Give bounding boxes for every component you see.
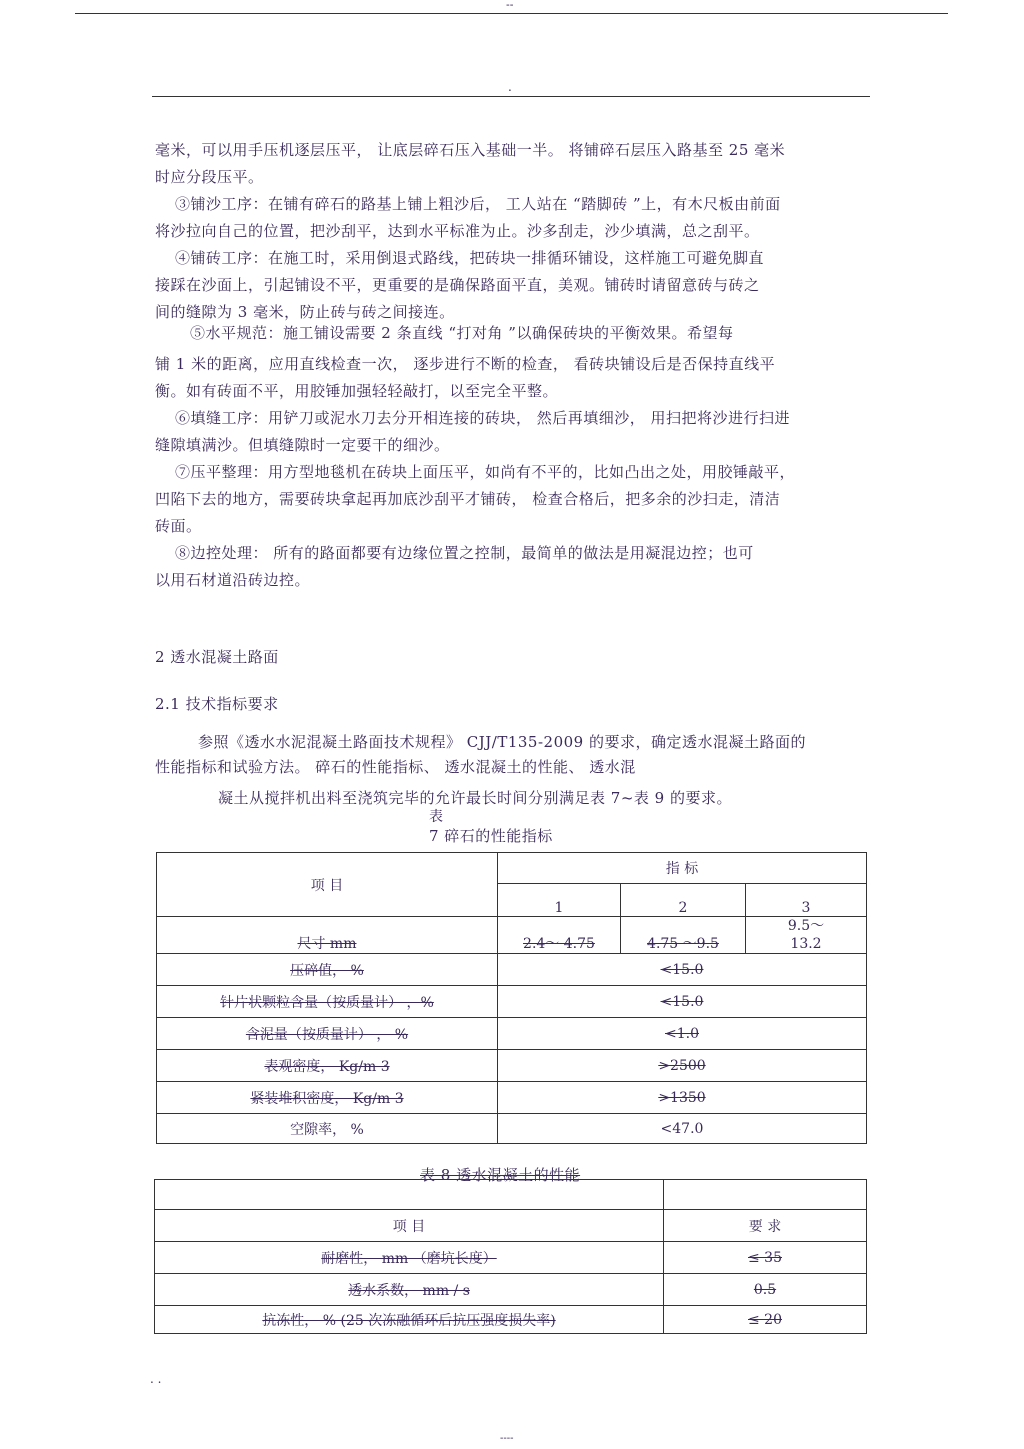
table7-caption: 7 碎石的性能指标	[429, 827, 553, 845]
table7-row-value: >1350	[498, 1082, 867, 1114]
paragraph-press-cont: 凹陷下去的地方，需要砖块拿起再加底沙刮平才铺砖， 检查合格后，把多余的沙扫走，清洁 砖面。	[155, 490, 781, 535]
table-8	[154, 1179, 867, 1334]
table-7	[156, 852, 867, 1144]
intro-line-3: 凝土从搅拌机出料至浇筑完毕的允许最长时间分别满足表 7~表 9 的要求。	[218, 789, 732, 807]
footer-dots: . .	[150, 1372, 162, 1386]
table7-row-label: 表观密度， Kg/m 3	[157, 1050, 498, 1082]
header-dot: .	[508, 80, 512, 94]
table8-row-label: 透水系数， mm / s	[155, 1274, 664, 1306]
bottom-mark: ----	[500, 1433, 514, 1444]
paragraph-edge-cont: 以用石材道沿砖边控。	[155, 571, 311, 589]
paragraph-sand: ③铺沙工序：在铺有碎石的路基上铺上粗沙后， 工人站在 “踏脚砖 ”上，有木尺板由前面	[175, 195, 781, 213]
table8-row-value: ≤ 20	[664, 1306, 867, 1334]
table8-row-label: 耐磨性， mm （磨坑长度）	[155, 1242, 664, 1274]
section-subtitle: 2.1 技术指标要求	[155, 695, 279, 713]
table7-row-value: >2500	[498, 1050, 867, 1082]
table7-row-label: 空隙率， %	[157, 1114, 498, 1144]
paragraph-fill-cont: 缝隙填满沙。但填缝隙时一定要干的细沙。	[155, 436, 450, 454]
paragraph-edge: ⑧边控处理： 所有的路面都要有边缘位置之控制，最简单的做法是用凝混边控；也可	[175, 544, 754, 562]
table8-row-value: 0.5	[664, 1274, 867, 1306]
table7-row-value: <15.0	[498, 986, 867, 1018]
intro-line-2: 性能指标和试验方法。 碎石的性能指标、 透水混凝土的性能、 透水混	[155, 758, 636, 776]
table7-row-value: <1.0	[498, 1018, 867, 1050]
table7-size-value: 4.75 ～9.5	[621, 917, 746, 954]
intro-line-1: 参照《透水水泥混凝土路面技术规程》 CJJ/T135-2009 的要求，确定透水混凝土路面的	[198, 733, 806, 751]
table7-row-label: 压碎值， %	[157, 954, 498, 986]
paragraph-level-cont: 铺 1 米的距离，应用直线检查一次， 逐步进行不断的检查， 看砖块铺设后是否保持直线平 衡。如有砖面不平，用胶锤加强轻轻敲打，以至完全平整。	[155, 355, 776, 400]
table8-row-label: 抗冻性， % (25 次冻融循环后抗压强度损失率)	[155, 1306, 664, 1334]
table7-subcol: 3	[746, 884, 867, 917]
table7-row-label: 含泥量（按质量计） ， %	[157, 1018, 498, 1050]
table7-subcol: 2	[621, 884, 746, 917]
top-mark: --	[506, 0, 514, 11]
paragraph-brick-cont: 接踩在沙面上，引起铺设不平，更重要的是确保路面平直，美观。铺砖时请留意砖与砖之 间的缝隙为 3 毫米，防止砖与砖之间接连。	[155, 276, 760, 321]
table7-header-item: 项 目	[157, 853, 498, 917]
paragraph-press: ⑦压平整理：用方型地毯机在砖块上面压平，如尚有不平的，比如凸出之处，用胶锤敲平，	[175, 463, 796, 481]
table7-row-value: <47.0	[498, 1114, 867, 1144]
paragraph-level: ⑤水平规范：施工铺设需要 2 条直线 “打对角 ”以确保砖块的平衡效果。希望每	[190, 324, 734, 342]
paragraph-fill: ⑥填缝工序：用铲刀或泥水刀去分开相连接的砖块， 然后再填细沙， 用扫把将沙进行扫进	[175, 409, 791, 427]
paragraph-1: 毫米，可以用手压机逐层压平， 让底层碎石压入基础一半。 将铺碎石层压入路基至 25 毫米 时应分段压平。	[155, 141, 786, 186]
table7-row-label: 针片状颗粒含量（按质量计） ，%	[157, 986, 498, 1018]
table8-header-req: 要 求	[664, 1210, 867, 1242]
table7-size-value: 9.5～ 13.2	[746, 917, 867, 954]
table8-row-value: ≤ 35	[664, 1242, 867, 1274]
table7-header-index: 指 标	[498, 853, 867, 884]
top-rule	[75, 13, 948, 14]
paragraph-brick: ④铺砖工序：在施工时，采用倒退式路线，把砖块一排循环铺设，这样施工可避免脚直	[175, 249, 765, 267]
table7-size-value: 2.4～ 4.75	[498, 917, 621, 954]
table7-subcol: 1	[498, 884, 621, 917]
paragraph-sand-cont: 将沙拉向自己的位置，把沙刮平，达到水平标准为止。沙多刮走，沙少填满，总之刮平。	[155, 222, 760, 240]
table8-header-item: 项 目	[155, 1210, 664, 1242]
table7-row-value: <15.0	[498, 954, 867, 986]
table7-size-label: 尺寸 mm	[157, 917, 498, 954]
table8-caption: 表 8 透水混凝土的性能	[420, 1166, 581, 1184]
table7-row-label: 紧装堆积密度， Kg/m 3	[157, 1082, 498, 1114]
header-rule	[152, 96, 870, 97]
table7-caption-word: 表	[429, 809, 443, 825]
section-title: 2 透水混凝土路面	[155, 648, 279, 666]
